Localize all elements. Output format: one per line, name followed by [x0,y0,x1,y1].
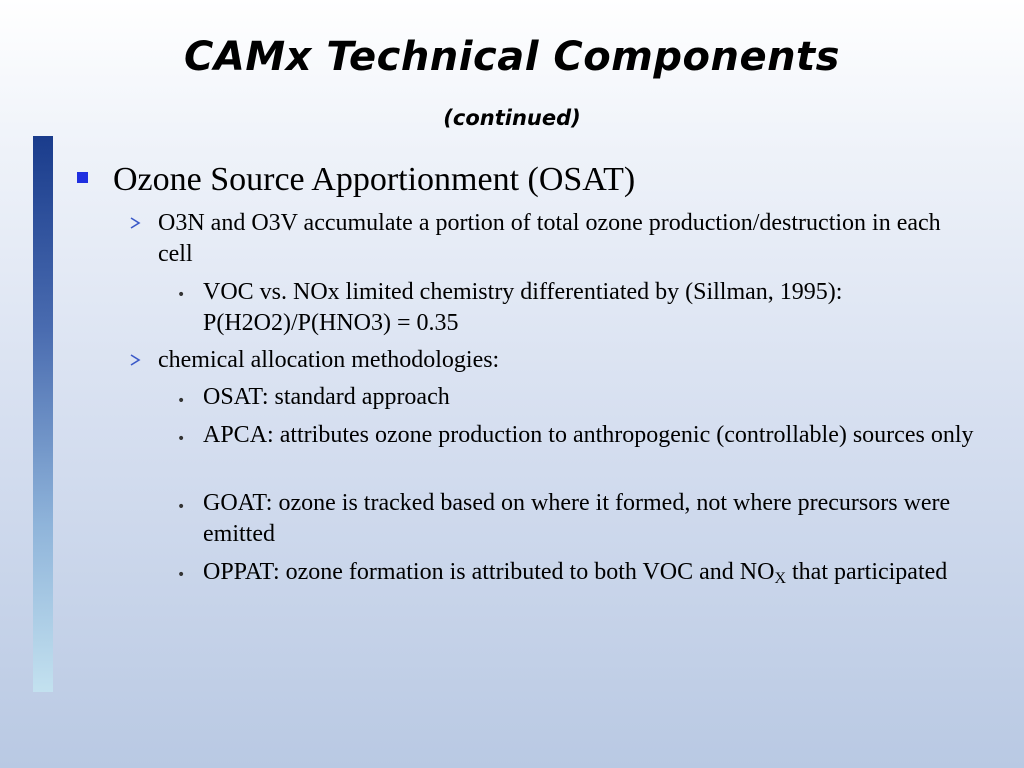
arrow-bullet-icon [128,216,142,230]
bullet-osat: Ozone Source Apportionment (OSAT) [113,161,636,198]
dot-bullet-icon: • [177,287,186,303]
dot-bullet-icon: • [177,499,186,515]
slide-title: CAMx Technical Components [184,34,840,80]
dot-bullet-icon: • [177,393,186,409]
sub-bullet-o3n: O3N and O3V accumulate a portion of total ozone production/destruction in each cell [158,210,941,267]
dot-bullet-icon: • [177,431,186,447]
sub-bullet-allocation: chemical allocation methodologies: [158,347,500,373]
decorative-side-bar [33,136,53,692]
arrow-bullet-icon [128,353,142,367]
oppat-text-before: OPPAT: ozone formation is attributed to both VOC and NO [203,559,775,585]
slide-subtitle: (continued) [443,106,581,130]
item-goat: GOAT: ozone is tracked based on where it formed, not where precursors were emitted [203,490,951,547]
item-apca: APCA: attributes ozone production to anthropogenic (controllable) sources only [203,422,974,448]
oppat-subscript: X [774,570,787,587]
item-oppat [203,557,993,594]
item-voc-nox: VOC vs. NOx limited chemistry differentiated by (Sillman, 1995): P(H2O2)/P(HNO3) = 0.35 [203,279,843,336]
square-bullet-icon [77,172,88,183]
item-osat: OSAT: standard approach [203,384,450,410]
oppat-text-after: that participated [786,559,948,585]
dot-bullet-icon: • [177,567,186,583]
